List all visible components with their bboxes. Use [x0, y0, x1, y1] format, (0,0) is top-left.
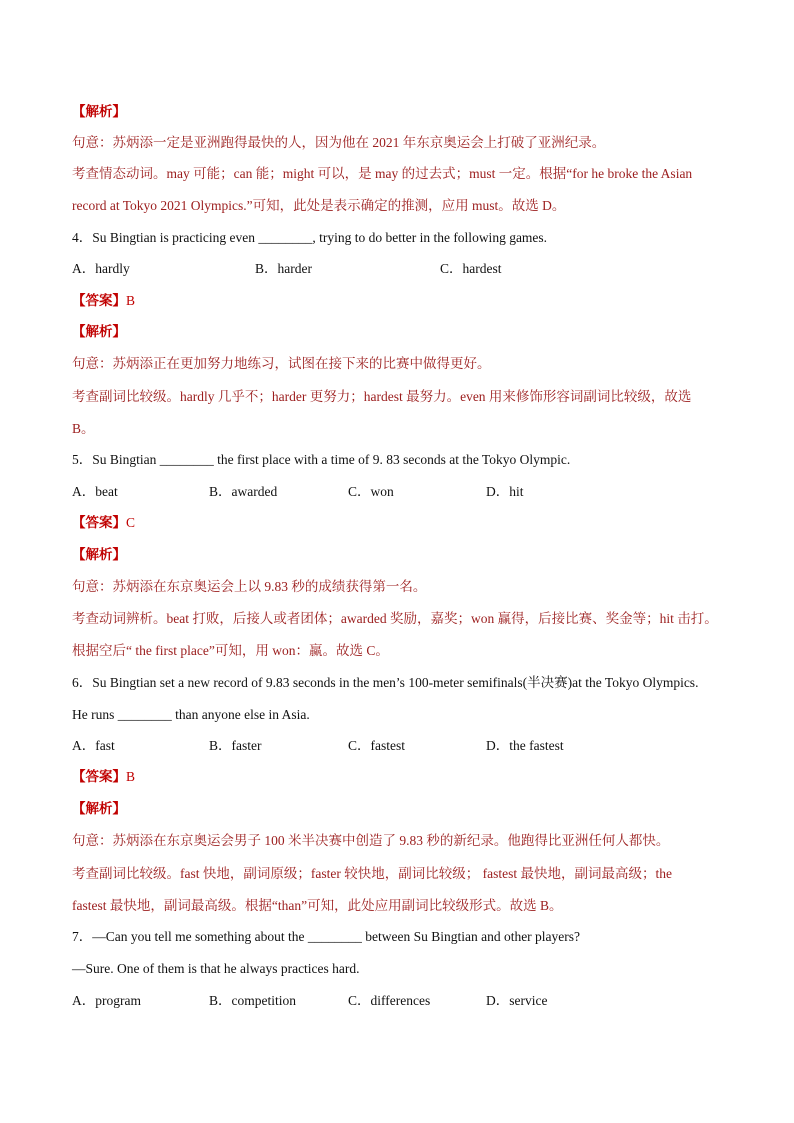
question-6: 6．Su Bingtian set a new record of 9.83 seconds in the men’s 100-meter semifinals(半决赛)at the Tokyo Olympics.: [72, 675, 699, 690]
answer-6: [72, 767, 135, 787]
explanation-line: record at Tokyo 2021 Olympics.”可知，此处是表示确定的推测，应用 must。故选 D。: [72, 198, 566, 213]
answer-label: 【答案】: [72, 515, 126, 530]
question-7-continued: —Sure. One of them is that he always practices hard.: [72, 961, 360, 976]
explanation-line: B。: [72, 421, 95, 436]
option-c: C．won: [348, 484, 394, 499]
option-c: C．differences: [348, 993, 431, 1008]
explanation-line: 句意：苏炳添在东京奥运会男子 100 米半决赛中创造了 9.83 秒的新纪录。他跑得比亚洲任何人都快。: [72, 833, 670, 848]
question-4-options: [72, 259, 772, 279]
answer-label: 【答案】: [72, 769, 126, 784]
answer-value: B: [126, 769, 136, 784]
answer-value: C: [126, 515, 136, 530]
option-d: D．service: [486, 993, 548, 1008]
analysis-label: 【解析】: [72, 324, 126, 339]
explanation-line: 根据空后“ the first place”可知，用 won：赢。故选 C。: [72, 643, 389, 658]
option-a: A．fast: [72, 738, 115, 753]
question-5: 5．Su Bingtian ________ the first place with a time of 9. 83 seconds at the Tokyo Olympic.: [72, 452, 571, 467]
question-7-options: [72, 991, 772, 1011]
option-d: D．the fastest: [486, 738, 564, 753]
analysis-label: 【解析】: [72, 104, 126, 119]
answer-value: B: [126, 293, 136, 308]
question-4: 4．Su Bingtian is practicing even ________, trying to do better in the following games.: [72, 230, 548, 245]
explanation-line: 考查情态动词。may 可能；can 能；might 可以，是 may 的过去式；must 一定。根据“for he broke the Asian: [72, 166, 693, 181]
explanation-line: 考查动词辨析。beat 打败，后接人或者团体；awarded 奖励，嘉奖；won 赢得，后接比赛、奖金等；hit 击打。: [72, 611, 718, 626]
option-d: D．hit: [486, 484, 524, 499]
answer-label: 【答案】: [72, 293, 126, 308]
option-c: C．fastest: [348, 738, 405, 753]
question-5-options: [72, 482, 772, 502]
option-a: A．program: [72, 993, 141, 1008]
question-7: 7．—Can you tell me something about the ________ between Su Bingtian and other players?: [72, 929, 581, 944]
explanation-line: 句意：苏炳添在东京奥运会上以 9.83 秒的成绩获得第一名。: [72, 579, 427, 594]
explanation-line: 考查副词比较级。fast 快地，副词原级；faster 较快地，副词比较级； fastest 最快地，副词最高级；the: [72, 866, 672, 881]
explanation-line: 句意：苏炳添一定是亚洲跑得最快的人，因为他在 2021 年东京奥运会上打破了亚洲纪录。: [72, 135, 606, 150]
option-a: A．hardly: [72, 261, 130, 276]
explanation-line: 考查副词比较级。hardly 几乎不；harder 更努力；hardest 最努力。even 用来修饰形容词副词比较级，故选: [72, 389, 692, 404]
answer-5: [72, 513, 135, 533]
analysis-label: 【解析】: [72, 547, 126, 562]
explanation-line: 句意：苏炳添正在更加努力地练习，试图在接下来的比赛中做得更好。: [72, 356, 491, 371]
option-c: C．hardest: [440, 261, 502, 276]
option-a: A．beat: [72, 484, 118, 499]
option-b: B．awarded: [209, 484, 278, 499]
question-6-continued: He runs ________ than anyone else in Asia.: [72, 707, 310, 722]
answer-4: [72, 291, 135, 311]
analysis-label: 【解析】: [72, 801, 126, 816]
option-b: B．competition: [209, 993, 296, 1008]
option-b: B．faster: [209, 738, 262, 753]
explanation-line: fastest 最快地，副词最高级。根据“than”可知，此处应用副词比较级形式。故选 B。: [72, 898, 563, 913]
option-b: B．harder: [255, 261, 312, 276]
question-6-options: [72, 736, 772, 756]
